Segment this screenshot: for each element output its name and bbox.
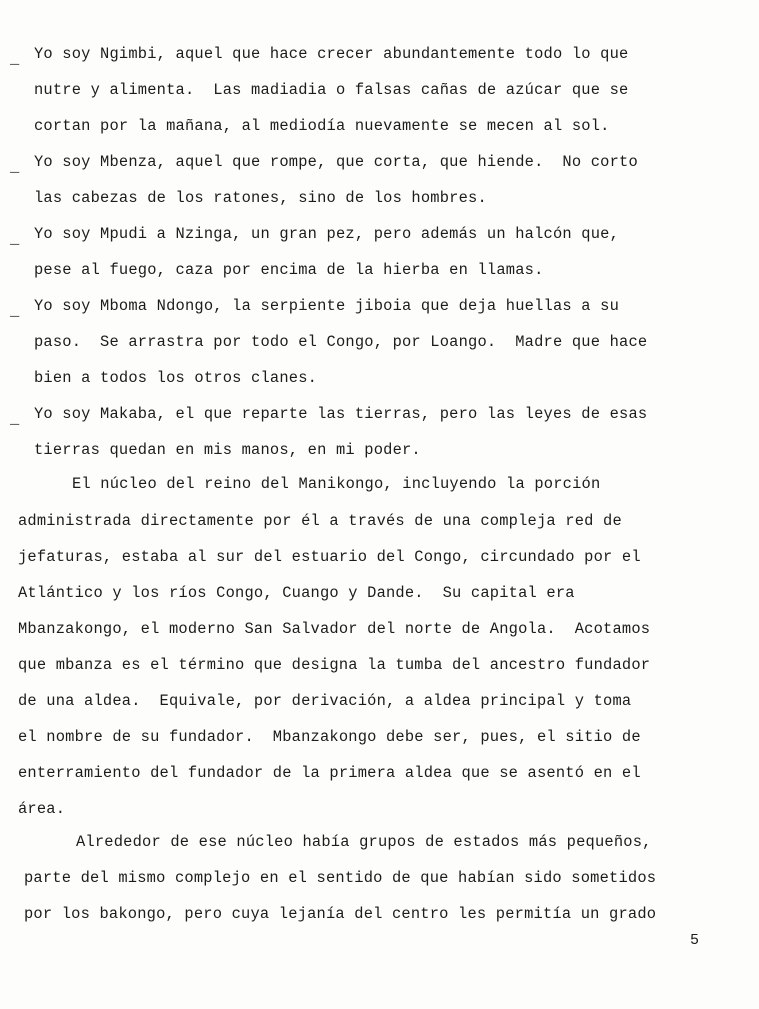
verse-line: Yo soy Mboma Ndongo, la serpiente jiboia que deja huellas a su xyxy=(34,297,620,315)
paragraph-line: Alrededor de ese núcleo había grupos de estados más pequeños, xyxy=(76,833,652,851)
verse-dash: _ xyxy=(10,50,20,68)
verse-line: Yo soy Ngimbi, aquel que hace crecer abundantemente todo lo que xyxy=(34,45,629,63)
verse-line: Yo soy Mpudi a Nzinga, un gran pez, pero además un halcón que, xyxy=(34,225,620,243)
paragraph-line: área. xyxy=(18,800,66,818)
verse-dash: _ xyxy=(10,410,20,428)
verse-line: Yo soy Mbenza, aquel que rompe, que corta, que hiende. No corto xyxy=(34,153,638,171)
verse-line: paso. Se arrastra por todo el Congo, por Loango. Madre que hace xyxy=(34,333,648,351)
verse-dash: _ xyxy=(10,230,20,248)
paragraph-line: que mbanza es el término que designa la tumba del ancestro fundador xyxy=(18,656,651,674)
paragraph-line: el nombre de su fundador. Mbanzakongo debe ser, pues, el sitio de xyxy=(18,728,641,746)
paragraph-line: Atlántico y los ríos Congo, Cuango y Dande. Su capital era xyxy=(18,584,575,602)
paragraph-line: jefaturas, estaba al sur del estuario del Congo, circundado por el xyxy=(18,548,641,566)
verse-line: Yo soy Makaba, el que reparte las tierras, pero las leyes de esas xyxy=(34,405,648,423)
verse-line: pese al fuego, caza por encima de la hierba en llamas. xyxy=(34,261,544,279)
paragraph-line: administrada directamente por él a través de una compleja red de xyxy=(18,512,622,530)
verse-dash: _ xyxy=(10,158,20,176)
paragraph-line: El núcleo del reino del Manikongo, incluyendo la porción xyxy=(72,475,601,493)
paragraph-line: Mbanzakongo, el moderno San Salvador del norte de Angola. Acotamos xyxy=(18,620,651,638)
verse-line: las cabezas de los ratones, sino de los hombres. xyxy=(34,189,487,207)
verse-line: nutre y alimenta. Las madiadia o falsas cañas de azúcar que se xyxy=(34,81,629,99)
paragraph-line: por los bakongo, pero cuya lejanía del centro les permitía un grado xyxy=(24,905,657,923)
verse-line: bien a todos los otros clanes. xyxy=(34,369,318,387)
paragraph-line: de una aldea. Equivale, por derivación, a aldea principal y toma xyxy=(18,692,632,710)
verse-line: cortan por la mañana, al mediodía nuevamente se mecen al sol. xyxy=(34,117,610,135)
paragraph-line: parte del mismo complejo en el sentido de que habían sido sometidos xyxy=(24,869,657,887)
verse-line: tierras quedan en mis manos, en mi poder. xyxy=(34,441,421,459)
page-number: 5 xyxy=(690,932,700,949)
verse-dash: _ xyxy=(10,302,20,320)
paragraph-line: enterramiento del fundador de la primera aldea que se asentó en el xyxy=(18,764,641,782)
